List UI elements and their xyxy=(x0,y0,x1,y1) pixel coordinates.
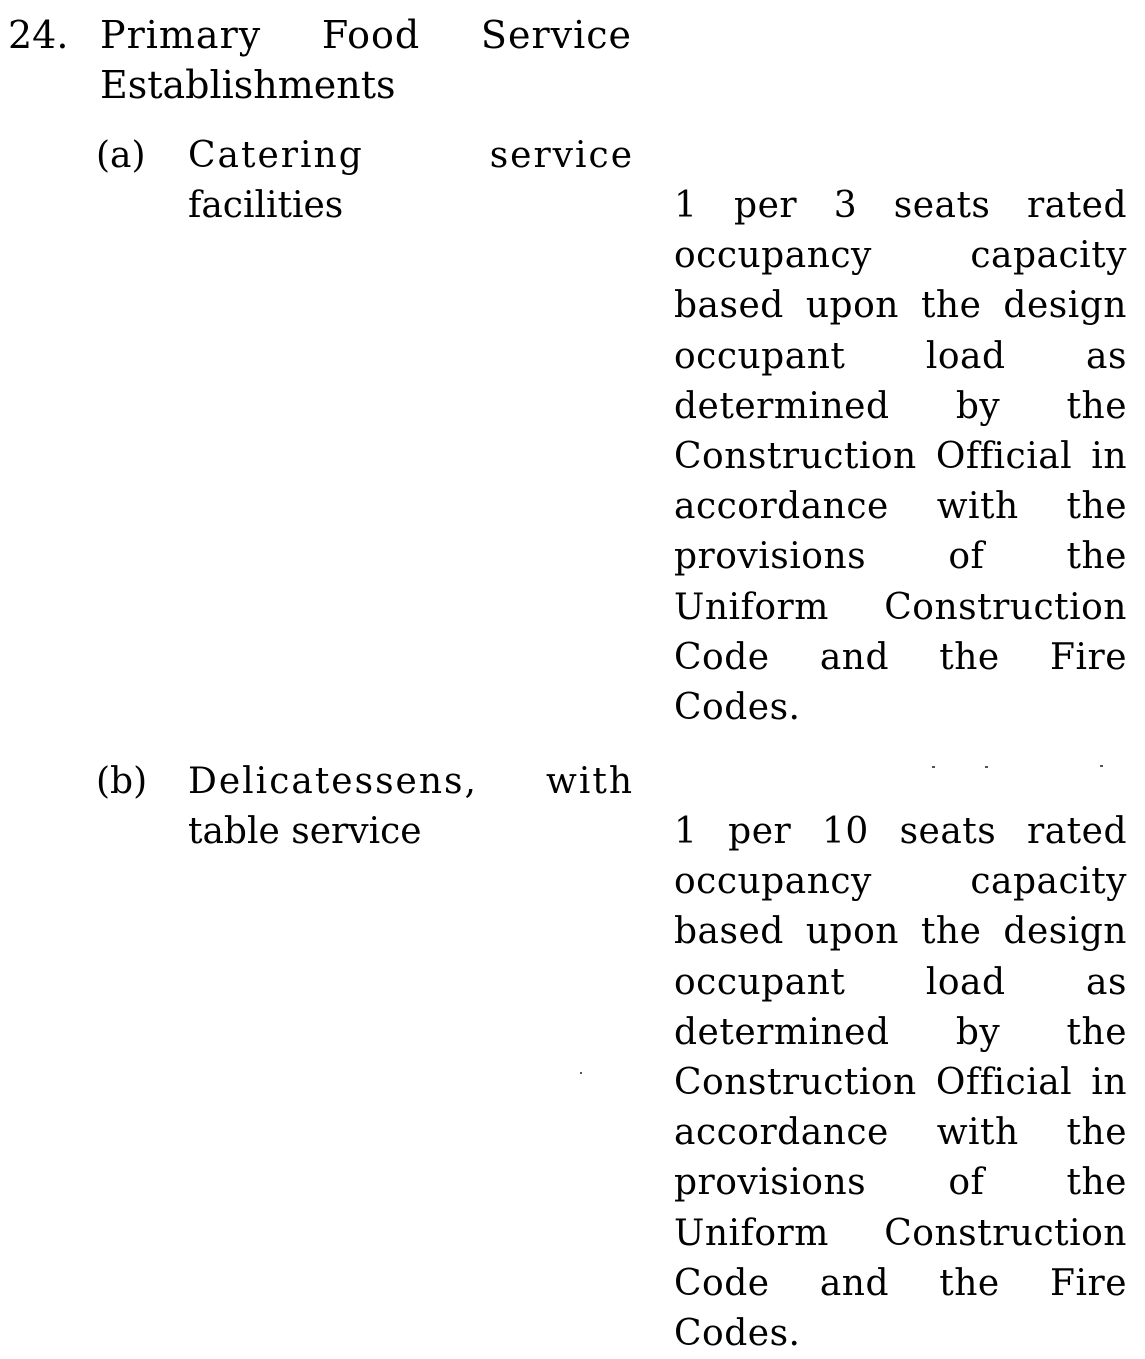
scan-speck xyxy=(932,766,935,768)
item-letter: (a) xyxy=(96,135,146,176)
scan-speck xyxy=(1100,765,1103,767)
section-number: 24. xyxy=(8,13,69,57)
item-requirement: 1 per 3 seats rated occupancy capacity based upon the design occupant load as determined by the Construction Official in accordance with the provisions of the Uniform Construction Code and the Fire Codes. xyxy=(674,185,1127,729)
section-title-line2: Establishments xyxy=(100,63,396,107)
item-requirement: 1 per 10 seats rated occupancy capacity based upon the design occupant load as determined by the Construction Official in accordance with the provisions of the Uniform Construction Code and the Fire Codes. xyxy=(674,811,1127,1355)
item-label-line1: Catering service xyxy=(188,135,634,176)
section-title xyxy=(100,10,632,110)
section-title-line1: Primary Food Service xyxy=(100,13,632,57)
item-label xyxy=(188,131,634,231)
item-label-line1: Delicatessens, with xyxy=(188,761,634,802)
item-letter: (b) xyxy=(96,761,148,802)
scan-speck xyxy=(985,766,988,768)
scan-speck xyxy=(580,1072,582,1074)
item-label-line2: table service xyxy=(188,811,422,852)
item-label-line2: facilities xyxy=(188,185,344,226)
item-label xyxy=(188,757,634,857)
